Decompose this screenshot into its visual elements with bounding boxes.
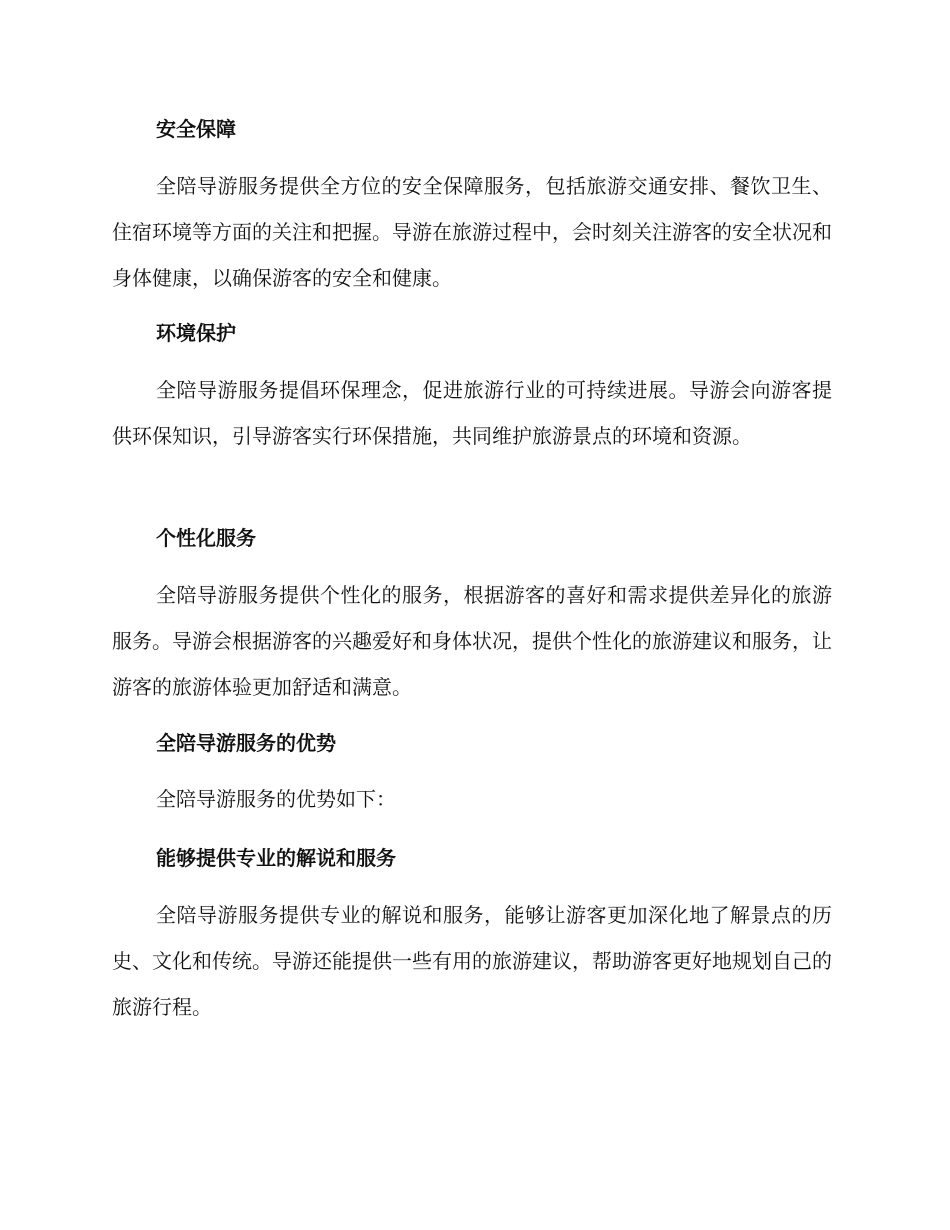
section-advantages-body — [112, 776, 832, 822]
section-heading: 环境保护 — [156, 321, 236, 345]
section-paragraph: 全陪导游服务提供个性化的服务，根据游客的喜好和需求提供差异化的旅游服务。导游会根据游客的兴趣爱好和身体状况，提供个性化的旅游建议和服务，让游客的旅游体验更加舒适和满意。 — [112, 583, 832, 699]
section-paragraph: 全陪导游服务的优势如下： — [156, 787, 396, 811]
section-safety-body — [112, 163, 832, 301]
section-professional-body — [112, 892, 832, 1030]
section-heading: 个性化服务 — [156, 526, 256, 550]
section-paragraph: 全陪导游服务提倡环保理念，促进旅游行业的可持续进展。导游会向游客提供环保知识，引导游客实行环保措施，共同维护旅游景点的环境和资源。 — [112, 378, 832, 448]
section-environment — [112, 318, 832, 348]
section-heading: 能够提供专业的解说和服务 — [156, 846, 396, 870]
section-heading: 全陪导游服务的优势 — [156, 731, 336, 755]
section-safety — [112, 114, 832, 144]
section-environment-body — [112, 367, 832, 459]
section-personalized — [112, 523, 832, 553]
section-advantages — [112, 728, 832, 758]
section-personalized-body — [112, 572, 832, 710]
section-paragraph: 全陪导游服务提供全方位的安全保障服务，包括旅游交通安排、餐饮卫生、住宿环境等方面的关注和把握。导游在旅游过程中，会时刻关注游客的安全状况和身体健康，以确保游客的安全和健康。 — [112, 174, 832, 290]
section-professional — [112, 843, 832, 873]
section-heading: 安全保障 — [156, 117, 236, 141]
section-paragraph: 全陪导游服务提供专业的解说和服务，能够让游客更加深化地了解景点的历史、文化和传统。导游还能提供一些有用的旅游建议，帮助游客更好地规划自己的旅游行程。 — [112, 903, 832, 1019]
